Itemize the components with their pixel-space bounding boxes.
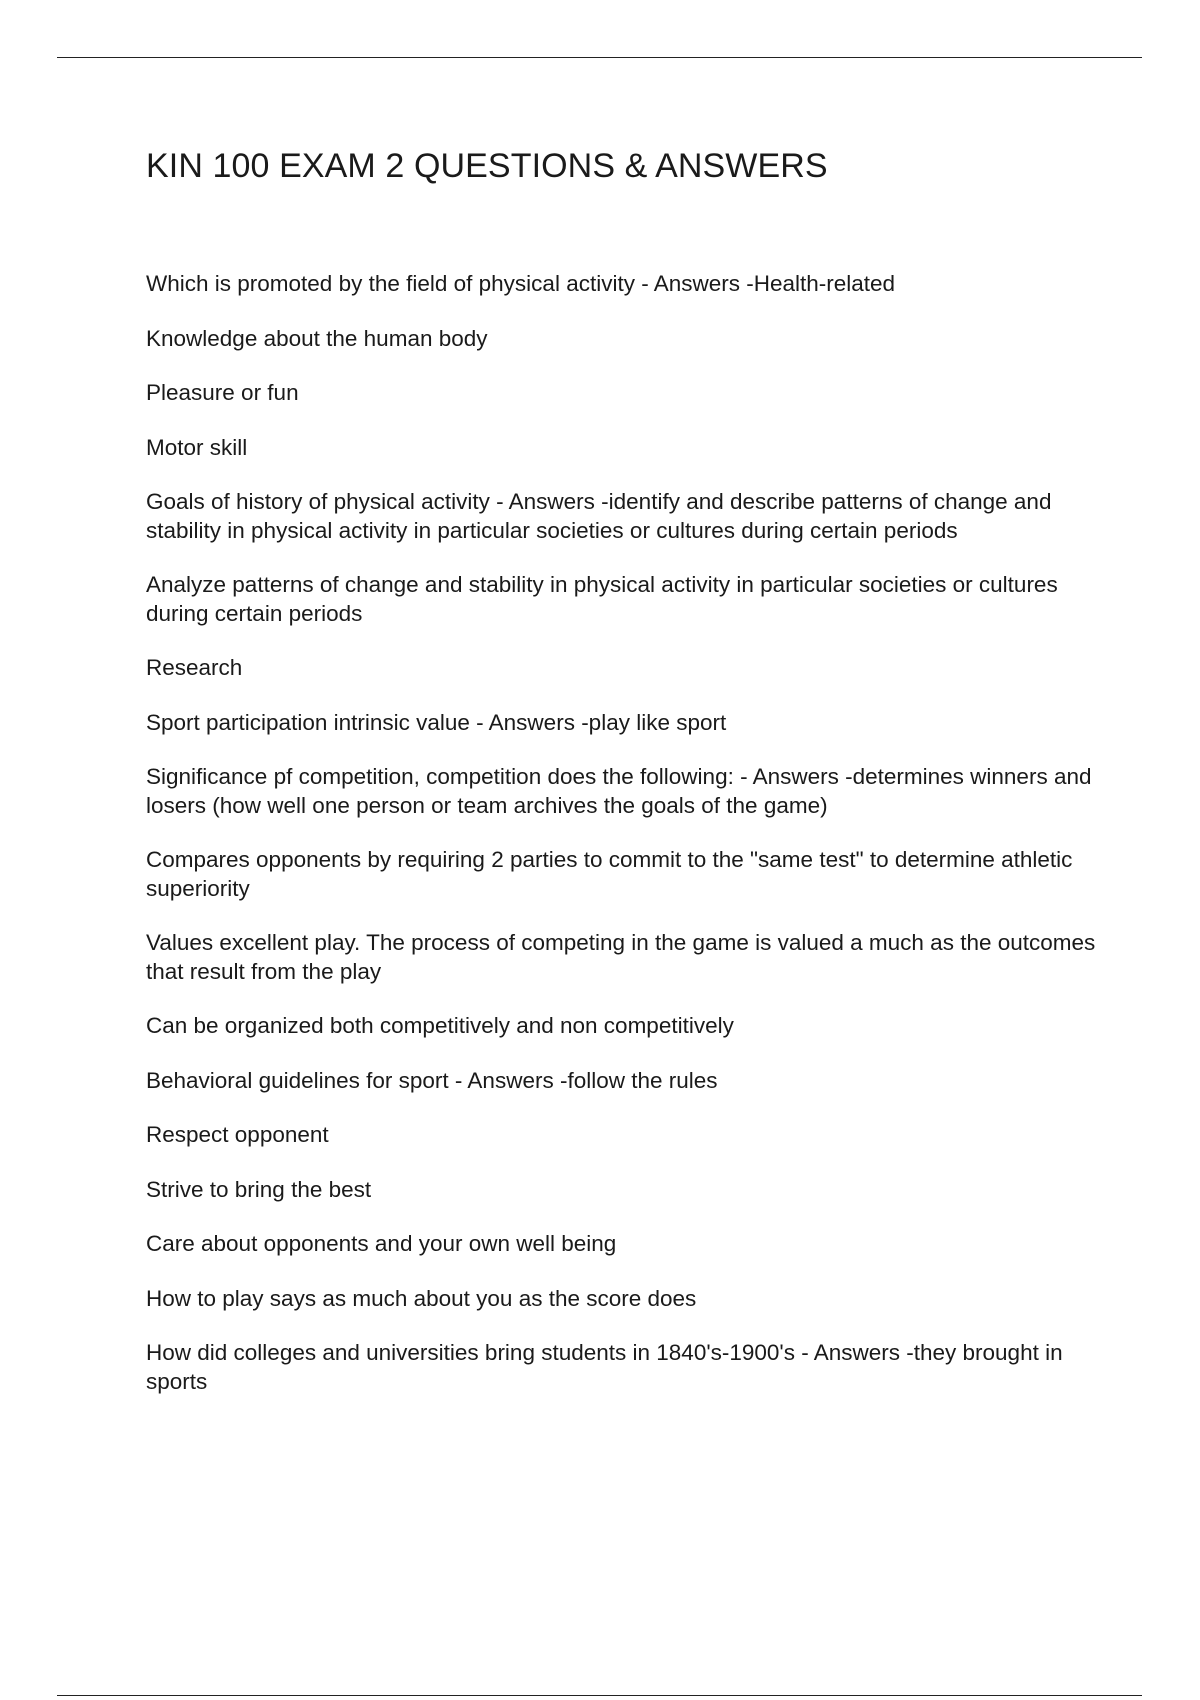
paragraph: Motor skill (146, 434, 248, 460)
paragraph: Strive to bring the best (146, 1176, 372, 1202)
paragraph: Analyze patterns of change and stability in physical activity in particular societies or cultures during certain periods (146, 572, 1058, 626)
paragraph: Which is promoted by the field of physical activity - Answers -Health-related (146, 271, 896, 296)
paragraph: Knowledge about the human body (146, 325, 488, 351)
paragraph: Can be organized both competitively and non competitively (146, 1013, 734, 1038)
paragraph: Compares opponents by requiring 2 parties to commit to the "same test" to determine athletic superiority (146, 847, 1073, 901)
paragraph: Goals of history of physical activity - Answers -identify and describe patterns of change and stability in physical activity in particular societies or cultures during certain periods (146, 489, 1052, 543)
paragraph: Pleasure or fun (146, 380, 299, 405)
paragraph: Care about opponents and your own well being (146, 1231, 617, 1256)
paragraph: Respect opponent (146, 1122, 329, 1147)
paragraph: Values excellent play. The process of competing in the game is valued a much as the outcomes that result from the play (146, 930, 1096, 984)
paragraph: How did colleges and universities bring students in 1840's-1900's - Answers -they brought in sports (146, 1340, 1063, 1394)
page-top-rule (57, 57, 1142, 58)
page-bottom-rule (57, 1695, 1142, 1696)
paragraph: Sport participation intrinsic value - Answers -play like sport (146, 709, 727, 735)
paragraph: Significance pf competition, competition does the following: - Answers -determines winners and losers (how well one person or team archives the goals of the game) (146, 764, 1092, 818)
paragraph: How to play says as much about you as the score does (146, 1285, 697, 1311)
document-body (146, 270, 1106, 1422)
paragraph: Behavioral guidelines for sport - Answers -follow the rules (146, 1067, 718, 1093)
paragraph: Research (146, 655, 243, 680)
document-title: KIN 100 EXAM 2 QUESTIONS & ANSWERS (146, 147, 828, 185)
